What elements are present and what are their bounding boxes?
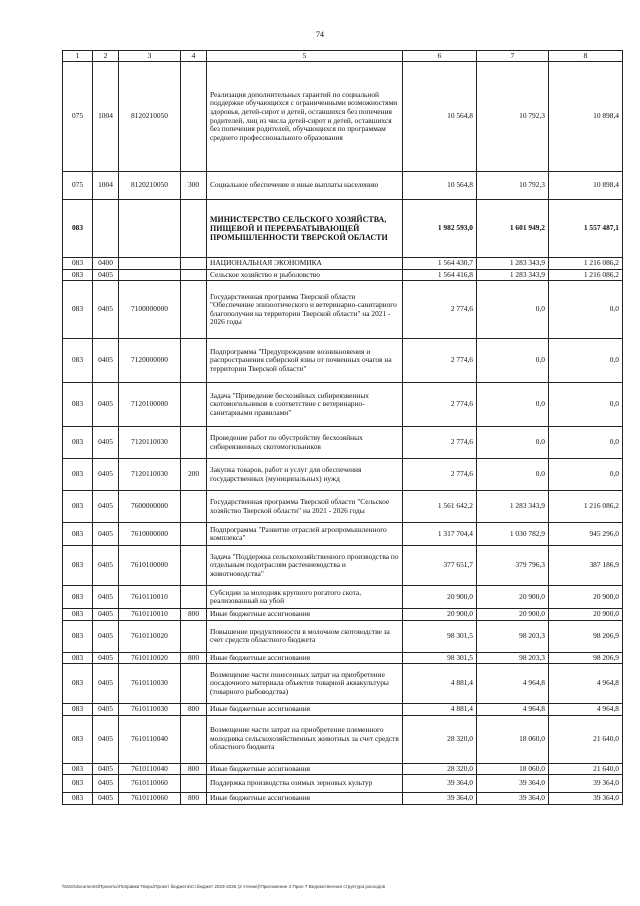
section-code-cell: 0405 <box>93 704 119 716</box>
amount-2023-cell: 377 651,7 <box>403 546 477 586</box>
amount-2023-cell: 28 320,0 <box>403 715 477 763</box>
table-row <box>63 523 623 546</box>
amount-2025-cell: 20 900,0 <box>549 586 623 609</box>
description-cell: Государственная программа Тверской области "Обеспечение эпизоотического и ветеринарно-санитарного благополучия на территории Тверской области" на 2021 - 2026 годы <box>207 281 403 339</box>
amount-2025-cell: 39 364,0 <box>549 793 623 805</box>
expense-type-cell: 800 <box>181 652 207 664</box>
admin-code-cell: 083 <box>63 258 93 270</box>
description-cell: Проведение работ по обустройству бесхозяйных сибиреязвенных скотомогильников <box>207 427 403 459</box>
admin-code-cell: 083 <box>63 459 93 491</box>
amount-2023-cell: 4 881,4 <box>403 664 477 704</box>
admin-code-cell: 083 <box>63 775 93 793</box>
header-cell: 1 <box>63 51 93 62</box>
expense-type-cell <box>181 586 207 609</box>
amount-2025-cell: 98 206,9 <box>549 620 623 652</box>
table-row <box>63 763 623 775</box>
target-article-cell: 7120100000 <box>119 383 181 427</box>
expense-type-cell <box>181 269 207 281</box>
admin-code-cell: 083 <box>63 793 93 805</box>
header-cell: 5 <box>207 51 403 62</box>
amount-2025-cell: 0,0 <box>549 339 623 383</box>
amount-2024-cell: 0,0 <box>477 459 549 491</box>
expense-type-cell <box>181 383 207 427</box>
admin-code-cell: 083 <box>63 763 93 775</box>
amount-2025-cell: 945 296,0 <box>549 523 623 546</box>
expense-type-cell <box>181 339 207 383</box>
section-code-cell: 0405 <box>93 609 119 621</box>
target-article-cell <box>119 258 181 270</box>
admin-code-cell: 083 <box>63 664 93 704</box>
table-row <box>63 269 623 281</box>
amount-2025-cell: 1 557 487,1 <box>549 200 623 258</box>
description-cell: Сельское хозяйство и рыболовство <box>207 269 403 281</box>
expense-type-cell: 300 <box>181 172 207 200</box>
amount-2025-cell: 1 216 086,2 <box>549 491 623 523</box>
target-article-cell: 7610110060 <box>119 793 181 805</box>
target-article-cell <box>119 200 181 258</box>
table-row <box>63 620 623 652</box>
admin-code-cell: 083 <box>63 546 93 586</box>
expense-type-cell: 800 <box>181 763 207 775</box>
expense-type-cell <box>181 258 207 270</box>
page-number: 74 <box>316 30 324 39</box>
target-article-cell: 7610110030 <box>119 664 181 704</box>
target-article-cell: 7120110030 <box>119 459 181 491</box>
amount-2023-cell: 10 564,8 <box>403 62 477 172</box>
amount-2024-cell: 4 964,8 <box>477 664 549 704</box>
expense-type-cell: 200 <box>181 459 207 491</box>
amount-2023-cell: 39 364,0 <box>403 775 477 793</box>
amount-2023-cell: 2 774,6 <box>403 281 477 339</box>
admin-code-cell: 083 <box>63 269 93 281</box>
expense-type-cell <box>181 62 207 172</box>
expense-type-cell <box>181 775 207 793</box>
table-row <box>63 62 623 172</box>
description-cell: МИНИСТЕРСТВО СЕЛЬСКОГО ХОЗЯЙСТВА, ПИЩЕВОЙ И ПЕРЕРАБАТЫВАЮЩЕЙ ПРОМЫШЛЕННОСТИ ТВЕРСКОЙ ОБЛАСТИ <box>207 200 403 258</box>
admin-code-cell: 083 <box>63 200 93 258</box>
budget-table <box>62 50 623 805</box>
target-article-cell: 7610110040 <box>119 763 181 775</box>
table-row <box>63 652 623 664</box>
header-cell: 2 <box>93 51 119 62</box>
amount-2024-cell: 18 060,0 <box>477 715 549 763</box>
table-row <box>63 664 623 704</box>
target-article-cell: 8120210050 <box>119 62 181 172</box>
section-code-cell: 0405 <box>93 339 119 383</box>
description-cell: Иные бюджетные ассигнования <box>207 793 403 805</box>
amount-2025-cell: 1 216 086,2 <box>549 269 623 281</box>
amount-2024-cell: 10 792,3 <box>477 172 549 200</box>
amount-2025-cell: 20 900,0 <box>549 609 623 621</box>
section-code-cell: 1004 <box>93 172 119 200</box>
table-row <box>63 609 623 621</box>
admin-code-cell: 083 <box>63 609 93 621</box>
description-cell: Социальное обеспечение и иные выплаты населению <box>207 172 403 200</box>
amount-2023-cell: 1 564 430,7 <box>403 258 477 270</box>
section-code-cell: 1004 <box>93 62 119 172</box>
expense-type-cell <box>181 523 207 546</box>
amount-2025-cell: 21 640,0 <box>549 715 623 763</box>
target-article-cell: 7120000000 <box>119 339 181 383</box>
table-row <box>63 546 623 586</box>
amount-2023-cell: 1 317 704,4 <box>403 523 477 546</box>
amount-2023-cell: 1 982 593,0 <box>403 200 477 258</box>
amount-2024-cell: 98 203,3 <box>477 620 549 652</box>
amount-2023-cell: 98 301,5 <box>403 652 477 664</box>
expense-type-cell <box>181 664 207 704</box>
admin-code-cell: 075 <box>63 62 93 172</box>
admin-code-cell: 075 <box>63 172 93 200</box>
amount-2025-cell: 10 898,4 <box>549 172 623 200</box>
section-code-cell: 0405 <box>93 491 119 523</box>
description-cell: Возмещение части понесенных затрат на приобретение посадочного материала объектов товарной аквакультуры (товарного рыбоводства) <box>207 664 403 704</box>
amount-2023-cell: 4 881,4 <box>403 704 477 716</box>
table-row <box>63 427 623 459</box>
admin-code-cell: 083 <box>63 427 93 459</box>
description-cell: Субсидии за молодняк крупного рогатого скота, реализованный на убой <box>207 586 403 609</box>
admin-code-cell: 083 <box>63 339 93 383</box>
description-cell: Иные бюджетные ассигнования <box>207 704 403 716</box>
amount-2024-cell: 379 796,3 <box>477 546 549 586</box>
amount-2024-cell: 20 900,0 <box>477 586 549 609</box>
target-article-cell: 7610000000 <box>119 523 181 546</box>
amount-2023-cell: 1 561 642,2 <box>403 491 477 523</box>
expense-type-cell <box>181 491 207 523</box>
table-header-row <box>63 51 623 62</box>
amount-2025-cell: 39 364,0 <box>549 775 623 793</box>
section-code-cell: 0405 <box>93 546 119 586</box>
table-row <box>63 339 623 383</box>
section-code-cell: 0405 <box>93 793 119 805</box>
table-row <box>63 586 623 609</box>
amount-2025-cell: 98 206,9 <box>549 652 623 664</box>
target-article-cell <box>119 269 181 281</box>
amount-2023-cell: 39 364,0 <box>403 793 477 805</box>
target-article-cell: 8120210050 <box>119 172 181 200</box>
description-cell: Повышение продуктивности в молочном скотоводстве за счет средств областного бюджета <box>207 620 403 652</box>
admin-code-cell: 083 <box>63 620 93 652</box>
table-row <box>63 715 623 763</box>
amount-2023-cell: 1 564 416,8 <box>403 269 477 281</box>
amount-2023-cell: 20 900,0 <box>403 586 477 609</box>
target-article-cell: 7100000000 <box>119 281 181 339</box>
target-article-cell: 7120110030 <box>119 427 181 459</box>
target-article-cell: 7610110020 <box>119 652 181 664</box>
amount-2024-cell: 1 601 949,2 <box>477 200 549 258</box>
admin-code-cell: 083 <box>63 586 93 609</box>
table-row <box>63 258 623 270</box>
amount-2025-cell: 10 898,4 <box>549 62 623 172</box>
amount-2024-cell: 39 364,0 <box>477 775 549 793</box>
amount-2025-cell: 4 964,8 <box>549 664 623 704</box>
amount-2024-cell: 1 283 343,9 <box>477 258 549 270</box>
description-cell: Иные бюджетные ассигнования <box>207 652 403 664</box>
section-code-cell: 0405 <box>93 383 119 427</box>
description-cell: Иные бюджетные ассигнования <box>207 763 403 775</box>
amount-2024-cell: 0,0 <box>477 427 549 459</box>
target-article-cell: 7610110060 <box>119 775 181 793</box>
header-cell: 4 <box>181 51 207 62</box>
target-article-cell: 7610110040 <box>119 715 181 763</box>
table-row <box>63 704 623 716</box>
amount-2024-cell: 0,0 <box>477 383 549 427</box>
header-cell: 6 <box>403 51 477 62</box>
target-article-cell: 7610110020 <box>119 620 181 652</box>
table-row <box>63 383 623 427</box>
description-cell: Подпрограмма "Развитие отраслей агропромышленного комплекса" <box>207 523 403 546</box>
admin-code-cell: 083 <box>63 715 93 763</box>
admin-code-cell: 083 <box>63 281 93 339</box>
table-row <box>63 172 623 200</box>
amount-2024-cell: 10 792,3 <box>477 62 549 172</box>
section-code-cell: 0405 <box>93 269 119 281</box>
expense-type-cell <box>181 200 207 258</box>
description-cell: Государственная программа Тверской области "Сельское хозяйство Тверской области" на 2021 - 2026 годы <box>207 491 403 523</box>
section-code-cell: 0400 <box>93 258 119 270</box>
header-cell: 7 <box>477 51 549 62</box>
description-cell: Возмещение части затрат на приобретение племенного молодняка сельскохозяйственных животных за счет средств областного бюджета <box>207 715 403 763</box>
section-code-cell: 0405 <box>93 664 119 704</box>
section-code-cell: 0405 <box>93 763 119 775</box>
amount-2023-cell: 2 774,6 <box>403 339 477 383</box>
amount-2024-cell: 4 964,8 <box>477 704 549 716</box>
section-code-cell: 0405 <box>93 715 119 763</box>
amount-2023-cell: 10 564,8 <box>403 172 477 200</box>
admin-code-cell: 083 <box>63 652 93 664</box>
amount-2025-cell: 0,0 <box>549 427 623 459</box>
description-cell: Поддержка производства озимых зерновых культур <box>207 775 403 793</box>
section-code-cell: 0405 <box>93 459 119 491</box>
description-cell: Подпрограмма "Предупреждение возникновения и распространения сибирской язвы от почвенных очагов на территории Тверской области" <box>207 339 403 383</box>
amount-2024-cell: 1 030 782,9 <box>477 523 549 546</box>
table-row <box>63 459 623 491</box>
amount-2024-cell: 20 900,0 <box>477 609 549 621</box>
section-code-cell: 0405 <box>93 652 119 664</box>
header-cell: 8 <box>549 51 623 62</box>
target-article-cell: 7610110030 <box>119 704 181 716</box>
amount-2025-cell: 4 964,8 <box>549 704 623 716</box>
amount-2023-cell: 98 301,5 <box>403 620 477 652</box>
amount-2024-cell: 39 364,0 <box>477 793 549 805</box>
table-row <box>63 775 623 793</box>
amount-2024-cell: 98 203,3 <box>477 652 549 664</box>
description-cell: Задача "Приведение бесхозяйных сибиреязвенных скотомогильников в соответствие с ветеринарно-санитарными правилами" <box>207 383 403 427</box>
expense-type-cell <box>181 620 207 652</box>
target-article-cell: 7610110010 <box>119 609 181 621</box>
expense-type-cell <box>181 715 207 763</box>
section-code-cell: 0405 <box>93 281 119 339</box>
section-code-cell: 0405 <box>93 427 119 459</box>
description-cell: Иные бюджетные ассигнования <box>207 609 403 621</box>
expense-type-cell: 800 <box>181 793 207 805</box>
section-code-cell: 0405 <box>93 586 119 609</box>
admin-code-cell: 083 <box>63 383 93 427</box>
amount-2025-cell: 1 216 086,2 <box>549 258 623 270</box>
expense-type-cell <box>181 427 207 459</box>
amount-2024-cell: 0,0 <box>477 281 549 339</box>
expense-type-cell <box>181 281 207 339</box>
amount-2023-cell: 20 900,0 <box>403 609 477 621</box>
description-cell: Реализация дополнительных гарантий по социальной поддержке обучающихся с ограниченными возможностями здоровья, детей-сирот и детей, оставшихся без попечения родителей, лиц из числа детей-сирот и детей, оставшихся без попечения родителей, обучающихся по программам среднего профессионального образования <box>207 62 403 172</box>
target-article-cell: 7600000000 <box>119 491 181 523</box>
header-cell: 3 <box>119 51 181 62</box>
amount-2023-cell: 28 320,0 <box>403 763 477 775</box>
amount-2024-cell: 1 283 343,9 <box>477 269 549 281</box>
admin-code-cell: 083 <box>63 523 93 546</box>
table-row <box>63 281 623 339</box>
amount-2025-cell: 21 640,0 <box>549 763 623 775</box>
target-article-cell: 7610100000 <box>119 546 181 586</box>
section-code-cell: 0405 <box>93 523 119 546</box>
section-code-cell: 0405 <box>93 620 119 652</box>
amount-2023-cell: 2 774,6 <box>403 459 477 491</box>
expense-type-cell: 800 <box>181 704 207 716</box>
description-cell: НАЦИОНАЛЬНАЯ ЭКОНОМИКА <box>207 258 403 270</box>
expense-type-cell <box>181 546 207 586</box>
amount-2023-cell: 2 774,6 <box>403 427 477 459</box>
expense-type-cell: 800 <box>181 609 207 621</box>
admin-code-cell: 083 <box>63 491 93 523</box>
description-cell: Задача "Поддержка сельскохозяйственного производства по отдельным подотраслям растениеводства и животноводства" <box>207 546 403 586</box>
section-code-cell <box>93 200 119 258</box>
amount-2024-cell: 1 283 343,9 <box>477 491 549 523</box>
admin-code-cell: 083 <box>63 704 93 716</box>
amount-2025-cell: 0,0 <box>549 383 623 427</box>
amount-2025-cell: 0,0 <box>549 459 623 491</box>
amount-2025-cell: 387 186,9 <box>549 546 623 586</box>
amount-2025-cell: 0,0 <box>549 281 623 339</box>
table-row <box>63 200 623 258</box>
section-code-cell: 0405 <box>93 775 119 793</box>
description-cell: Закупка товаров, работ и услуг для обеспечения государственных (муниципальных) нужд <box>207 459 403 491</box>
amount-2023-cell: 2 774,6 <box>403 383 477 427</box>
amount-2024-cell: 18 060,0 <box>477 763 549 775</box>
table-row <box>63 793 623 805</box>
file-path-footer: \\NSS\documents\Проекты\Поправки Тверь\Проект бюджета\Ст.бюджет 2023-2025 (2 чтение)\Приложение 4 Прил 7 Ведомственная структура расходов <box>62 884 386 889</box>
amount-2024-cell: 0,0 <box>477 339 549 383</box>
table-row <box>63 491 623 523</box>
target-article-cell: 7610110010 <box>119 586 181 609</box>
